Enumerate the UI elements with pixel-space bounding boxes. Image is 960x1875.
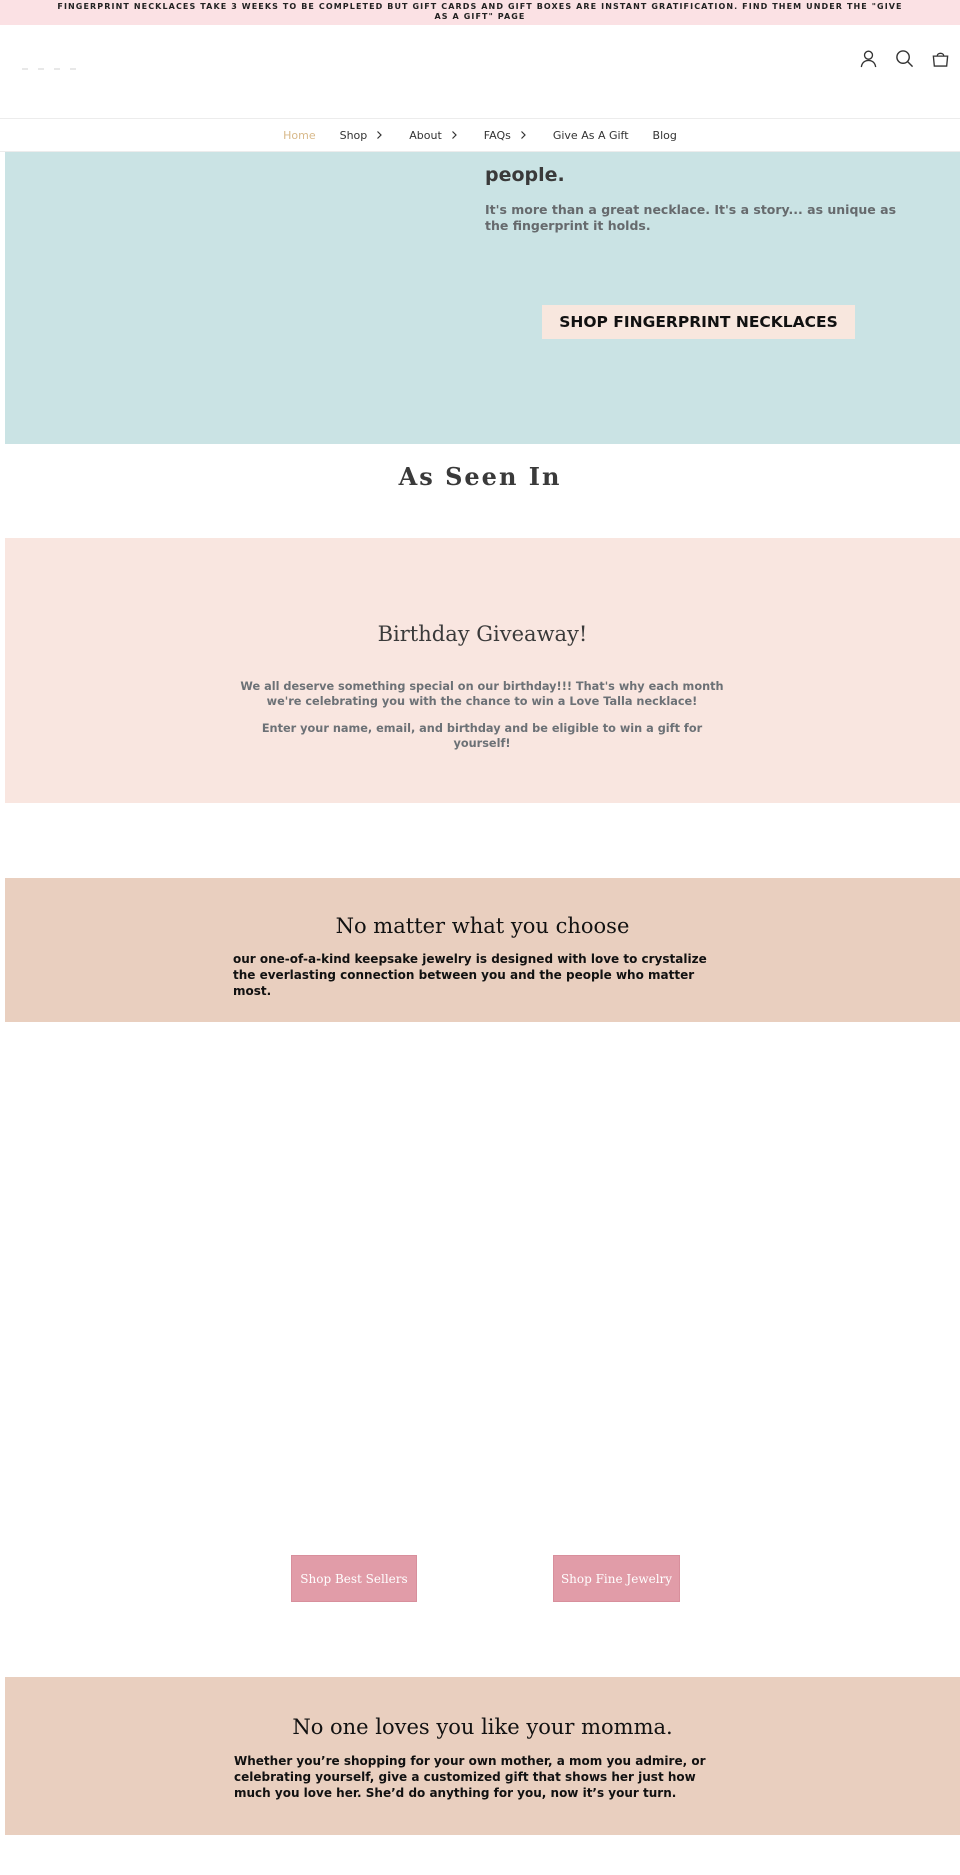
choose-title: No matter what you choose bbox=[335, 914, 630, 938]
announcement-text: FINGERPRINT NECKLACES TAKE 3 WEEKS TO BE COMPLETED BUT GIFT CARDS AND GIFT BOXES ARE INSTANT GRATIFICATION. FIND THEM UNDER THE "GIVE AS A GIFT" PAGE bbox=[57, 2, 903, 21]
momma-section bbox=[5, 1677, 960, 1835]
nav-item-label: Shop bbox=[339, 128, 368, 142]
logo[interactable] bbox=[22, 55, 92, 61]
chevron-right-icon bbox=[448, 129, 460, 141]
birthday-title: Birthday Giveaway! bbox=[377, 622, 588, 646]
nav-item-label: About bbox=[409, 128, 442, 142]
site-header bbox=[0, 25, 960, 118]
nav-item-label: Give As A Gift bbox=[552, 128, 629, 142]
momma-text: Whether you’re shopping for your own mother, a mom you admire, or celebrating yourself, give a customized gift that shows her just how much you love her. She’d do anything for you, now it’s your turn. bbox=[234, 1754, 706, 1800]
shop-fine-jewelry-button[interactable]: Shop Fine Jewelry bbox=[553, 1555, 680, 1602]
choose-section bbox=[5, 878, 960, 1022]
nav-item-label: Blog bbox=[652, 128, 677, 142]
chevron-right-icon bbox=[517, 129, 529, 141]
nav-item-label: FAQs bbox=[483, 128, 511, 142]
nav-item-faqs[interactable] bbox=[484, 129, 529, 142]
as-seen-in-title: As Seen In bbox=[398, 462, 562, 491]
nav-item-about[interactable] bbox=[409, 129, 460, 142]
chevron-right-icon bbox=[373, 129, 385, 141]
nav-item-blog[interactable] bbox=[653, 129, 677, 142]
cart-icon[interactable] bbox=[931, 49, 950, 68]
choose-text: our one-of-a-kind keepsake jewelry is designed with love to crystalize the everlasting connection between you and the people who matter most. bbox=[233, 952, 707, 998]
birthday-giveaway-section bbox=[5, 538, 960, 803]
search-icon[interactable] bbox=[895, 49, 914, 68]
birthday-instructions: Enter your name, email, and birthday and be eligible to win a gift for yourself! bbox=[261, 722, 703, 750]
nav-item-shop[interactable] bbox=[340, 129, 386, 142]
nav-item-label: Home bbox=[283, 128, 316, 142]
shop-fingerprint-necklaces-button[interactable]: SHOP FINGERPRINT NECKLACES bbox=[542, 305, 855, 339]
hero-banner bbox=[5, 152, 960, 444]
momma-title: No one loves you like your momma. bbox=[292, 1715, 673, 1739]
nav-item-give-as-a-gift[interactable] bbox=[553, 129, 629, 142]
account-icon[interactable] bbox=[859, 49, 878, 68]
announcement-bar bbox=[0, 0, 960, 25]
shop-best-sellers-button[interactable]: Shop Best Sellers bbox=[291, 1555, 417, 1602]
hero-subtext: It's more than a great necklace. It's a story... as unique as the fingerprint it holds. bbox=[485, 202, 897, 233]
nav-item-home[interactable] bbox=[283, 129, 315, 142]
main-nav bbox=[0, 118, 960, 152]
hero-headline: people. bbox=[485, 164, 565, 186]
header-icons bbox=[859, 49, 950, 68]
birthday-description: We all deserve something special on our birthday!!! That's why each month we're celebrating you with the chance to win a Love Talla necklace! bbox=[240, 680, 724, 708]
